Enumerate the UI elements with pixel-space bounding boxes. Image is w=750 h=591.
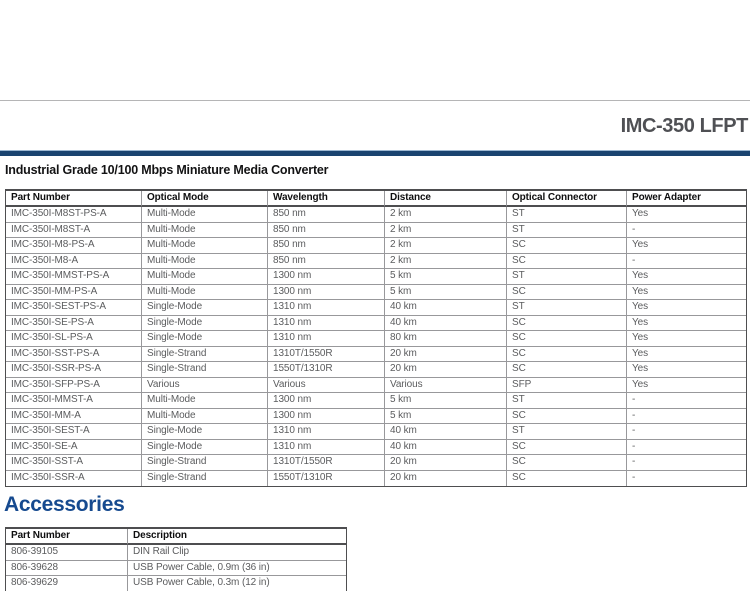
table-row (6, 545, 346, 561)
table-cell: Various (385, 378, 507, 394)
table-cell: 5 km (385, 285, 507, 301)
table-cell: Single-Mode (142, 300, 268, 316)
table-cell: SC (507, 254, 627, 270)
table-cell: 1300 nm (268, 269, 385, 285)
table-row (6, 393, 746, 409)
table-row (6, 238, 746, 254)
table-cell: IMC-350I-SSR-PS-A (6, 362, 142, 378)
table-cell: SFP (507, 378, 627, 394)
table-cell: ST (507, 269, 627, 285)
table-cell: 806-39629 (6, 576, 128, 591)
table-cell: IMC-350I-M8ST-PS-A (6, 207, 142, 223)
table-cell: Single-Strand (142, 362, 268, 378)
table-row (6, 440, 746, 456)
table-cell: 850 nm (268, 254, 385, 270)
column-header: Distance (385, 191, 507, 207)
table-cell: Single-Mode (142, 440, 268, 456)
table-row (6, 455, 746, 471)
table-cell: Single-Mode (142, 331, 268, 347)
product-table (5, 189, 747, 487)
table-cell: Single-Strand (142, 471, 268, 487)
table-cell: SC (507, 331, 627, 347)
table-cell: ST (507, 223, 627, 239)
table-row (6, 223, 746, 239)
table-cell: Multi-Mode (142, 269, 268, 285)
divider-bar (0, 150, 750, 156)
table-cell: Multi-Mode (142, 409, 268, 425)
product-section-heading: Industrial Grade 10/100 Mbps Miniature Media Converter (5, 163, 329, 177)
table-cell: 5 km (385, 269, 507, 285)
table-cell: Various (268, 378, 385, 394)
table-cell: 1310 nm (268, 300, 385, 316)
table-cell: Yes (627, 378, 746, 394)
table-cell: SC (507, 238, 627, 254)
table-cell: USB Power Cable, 0.3m (12 in) (128, 576, 346, 591)
table-cell: 40 km (385, 440, 507, 456)
table-cell: IMC-350I-MM-A (6, 409, 142, 425)
table-cell: 850 nm (268, 207, 385, 223)
table-cell: 5 km (385, 409, 507, 425)
table-cell: Multi-Mode (142, 254, 268, 270)
table-cell: Multi-Mode (142, 285, 268, 301)
table-cell: 5 km (385, 393, 507, 409)
table-cell: IMC-350I-M8-PS-A (6, 238, 142, 254)
table-cell: Single-Strand (142, 455, 268, 471)
table-cell: SC (507, 455, 627, 471)
table-cell: 2 km (385, 207, 507, 223)
table-cell: Single-Mode (142, 316, 268, 332)
table-row (6, 316, 746, 332)
accessories-section-heading: Accessories (4, 493, 125, 516)
table-cell: 1310T/1550R (268, 455, 385, 471)
table-row (6, 378, 746, 394)
table-cell: IMC-350I-SE-A (6, 440, 142, 456)
column-header: Description (128, 529, 346, 545)
table-cell: - (627, 409, 746, 425)
table-cell: Multi-Mode (142, 238, 268, 254)
table-row (6, 576, 346, 591)
accessories-table (5, 527, 347, 591)
table-cell: - (627, 455, 746, 471)
table-cell: Yes (627, 300, 746, 316)
table-cell: - (627, 393, 746, 409)
table-cell: 2 km (385, 238, 507, 254)
table-cell: Multi-Mode (142, 223, 268, 239)
column-header: Wavelength (268, 191, 385, 207)
column-header: Optical Mode (142, 191, 268, 207)
table-cell: Yes (627, 331, 746, 347)
table-cell: Yes (627, 362, 746, 378)
column-header: Part Number (6, 529, 128, 545)
table-cell: SC (507, 409, 627, 425)
table-header-row (6, 529, 346, 545)
table-cell: IMC-350I-SST-A (6, 455, 142, 471)
table-cell: Yes (627, 238, 746, 254)
table-cell: DIN Rail Clip (128, 545, 346, 561)
table-cell: - (627, 254, 746, 270)
table-cell: Yes (627, 269, 746, 285)
table-cell: 1310T/1550R (268, 347, 385, 363)
table-cell: 1300 nm (268, 409, 385, 425)
table-cell: IMC-350I-MM-PS-A (6, 285, 142, 301)
table-cell: 1310 nm (268, 331, 385, 347)
table-cell: 850 nm (268, 238, 385, 254)
table-cell: - (627, 424, 746, 440)
table-cell: 1310 nm (268, 316, 385, 332)
table-cell: 806-39628 (6, 561, 128, 577)
table-cell: 40 km (385, 316, 507, 332)
table-cell: IMC-350I-MMST-A (6, 393, 142, 409)
table-cell: Multi-Mode (142, 393, 268, 409)
table-cell: 1310 nm (268, 440, 385, 456)
table-cell: IMC-350I-SFP-PS-A (6, 378, 142, 394)
table-cell: SC (507, 316, 627, 332)
table-cell: IMC-350I-SEST-PS-A (6, 300, 142, 316)
table-cell: USB Power Cable, 0.9m (36 in) (128, 561, 346, 577)
table-row (6, 269, 746, 285)
column-header: Optical Connector (507, 191, 627, 207)
table-cell: Multi-Mode (142, 207, 268, 223)
table-row (6, 471, 746, 487)
table-cell: 80 km (385, 331, 507, 347)
table-row (6, 424, 746, 440)
table-cell: - (627, 440, 746, 456)
table-cell: Single-Strand (142, 347, 268, 363)
table-cell: 1310 nm (268, 424, 385, 440)
table-cell: 40 km (385, 424, 507, 440)
table-cell: Various (142, 378, 268, 394)
table-cell: 2 km (385, 254, 507, 270)
table-cell: IMC-350I-M8-A (6, 254, 142, 270)
table-cell: ST (507, 424, 627, 440)
table-cell: Single-Mode (142, 424, 268, 440)
table-cell: Yes (627, 207, 746, 223)
table-row (6, 254, 746, 270)
table-cell: Yes (627, 285, 746, 301)
table-row (6, 347, 746, 363)
table-row (6, 285, 746, 301)
table-cell: IMC-350I-SL-PS-A (6, 331, 142, 347)
table-cell: 20 km (385, 471, 507, 487)
table-cell: IMC-350I-SST-PS-A (6, 347, 142, 363)
table-cell: - (632, 472, 636, 484)
column-header: Power Adapter (627, 191, 746, 207)
table-cell: 20 km (385, 455, 507, 471)
table-cell: SC (507, 362, 627, 378)
table-cell: ST (507, 393, 627, 409)
table-cell: ST (507, 207, 627, 223)
table-cell: 806-39105 (6, 545, 128, 561)
table-cell: SC (507, 440, 627, 456)
table-cell: 20 km (385, 362, 507, 378)
table-cell: 20 km (385, 347, 507, 363)
table-cell: IMC-350I-SE-PS-A (6, 316, 142, 332)
table-cell: SC (507, 347, 627, 363)
table-cell: IMC-350I-MMST-PS-A (6, 269, 142, 285)
table-row (6, 331, 746, 347)
table-row (6, 300, 746, 316)
table-cell: SC (507, 471, 627, 487)
table-cell: IMC-350I-M8ST-A (6, 223, 142, 239)
table-cell: 850 nm (268, 223, 385, 239)
page-title: IMC-350 LFPT (620, 115, 748, 137)
table-cell: Yes (627, 347, 746, 363)
table-cell: 1300 nm (268, 393, 385, 409)
table-row (6, 207, 746, 223)
table-cell: 1300 nm (268, 285, 385, 301)
table-row (6, 409, 746, 425)
table-cell: Yes (627, 316, 746, 332)
table-cell: 40 km (385, 300, 507, 316)
table-cell: 1550T/1310R (268, 471, 385, 487)
table-cell: 1550T/1310R (268, 362, 385, 378)
table-header-row (6, 191, 746, 207)
table-row (6, 362, 746, 378)
table-cell: ST (507, 300, 627, 316)
table-cell: IMC-350I-SEST-A (6, 424, 142, 440)
table-cell: - (627, 223, 746, 239)
column-header: Part Number (6, 191, 142, 207)
table-row (6, 561, 346, 577)
header-rule (0, 100, 750, 101)
table-cell: SC (507, 285, 627, 301)
table-cell: IMC-350I-SSR-A (6, 471, 142, 487)
table-cell: 2 km (385, 223, 507, 239)
